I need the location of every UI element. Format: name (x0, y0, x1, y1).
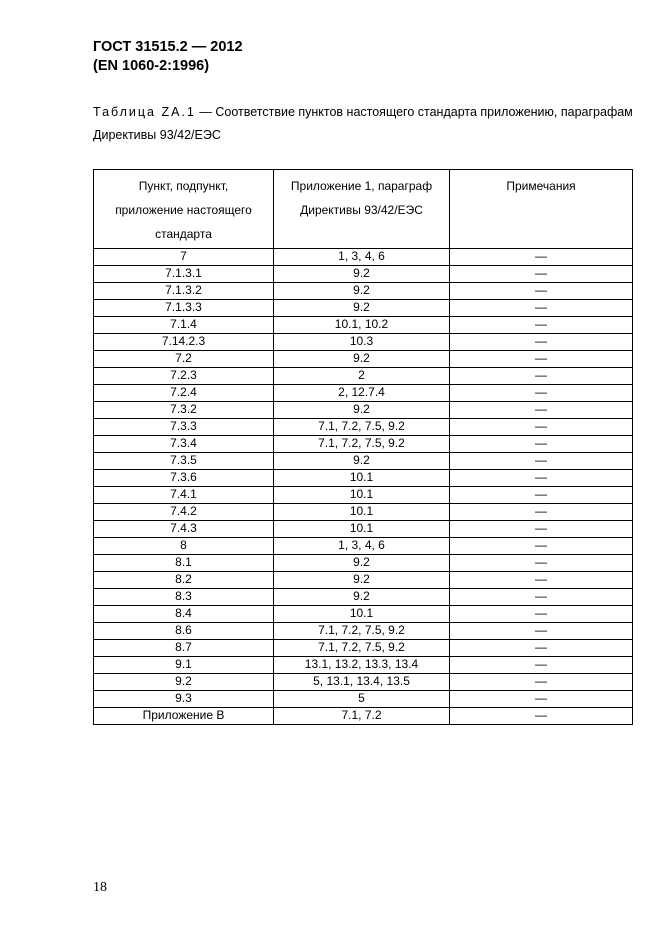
cell-notes: — (450, 572, 633, 589)
cell-directive: 7.1, 7.2, 7.5, 9.2 (274, 436, 450, 453)
cell-clause: 8.6 (94, 623, 274, 640)
cell-notes: — (450, 453, 633, 470)
cell-clause: 7.4.1 (94, 487, 274, 504)
cell-notes: — (450, 317, 633, 334)
table-row (94, 317, 633, 334)
cell-directive: 9.2 (274, 572, 450, 589)
cell-notes: — (450, 674, 633, 691)
cell-notes: — (450, 555, 633, 572)
cell-directive: 1, 3, 4, 6 (274, 249, 450, 266)
cell-directive: 5, 13.1, 13.4, 13.5 (274, 674, 450, 691)
cell-notes: — (450, 402, 633, 419)
cell-notes: — (450, 334, 633, 351)
cell-clause: 7.4.3 (94, 521, 274, 538)
cell-clause: 8 (94, 538, 274, 555)
cell-notes: — (450, 385, 633, 402)
table-caption-text: — Соответствие пунктов настоящего стандарта приложению, параграфам Директивы 93/42/ЕЭС (93, 105, 633, 142)
cell-notes: — (450, 487, 633, 504)
table-row (94, 368, 633, 385)
table-row (94, 453, 633, 470)
table-row (94, 623, 633, 640)
column-header-clause: Пункт, подпункт, приложение настоящего стандарта (94, 170, 274, 249)
table-caption (93, 101, 633, 147)
table-row (94, 300, 633, 317)
table-row (94, 504, 633, 521)
cell-clause: 9.1 (94, 657, 274, 674)
cell-clause: 7.3.3 (94, 419, 274, 436)
cell-notes: — (450, 470, 633, 487)
table-row (94, 555, 633, 572)
cell-clause: 7.2 (94, 351, 274, 368)
cell-notes: — (450, 266, 633, 283)
cell-clause: 7.3.4 (94, 436, 274, 453)
table-row (94, 606, 633, 623)
cell-clause: 8.7 (94, 640, 274, 657)
cell-notes: — (450, 300, 633, 317)
cell-clause: 8.2 (94, 572, 274, 589)
table-row (94, 640, 633, 657)
cell-directive: 10.1 (274, 504, 450, 521)
cell-directive: 10.1 (274, 521, 450, 538)
table-header-row (94, 170, 633, 249)
cell-clause: 7.3.5 (94, 453, 274, 470)
cell-clause: 7.2.3 (94, 368, 274, 385)
table-row (94, 385, 633, 402)
cell-clause: Приложение В (94, 708, 274, 725)
cell-directive: 10.1, 10.2 (274, 317, 450, 334)
table-row (94, 283, 633, 300)
cell-directive: 2, 12.7.4 (274, 385, 450, 402)
table-body (94, 249, 633, 725)
cell-clause: 7.3.2 (94, 402, 274, 419)
cell-directive: 9.2 (274, 402, 450, 419)
cell-directive: 9.2 (274, 351, 450, 368)
cell-directive: 7.1, 7.2, 7.5, 9.2 (274, 623, 450, 640)
cell-notes: — (450, 249, 633, 266)
cell-clause: 7.1.3.1 (94, 266, 274, 283)
table-row (94, 572, 633, 589)
table-row (94, 674, 633, 691)
cell-directive: 9.2 (274, 589, 450, 606)
cell-clause: 7.2.4 (94, 385, 274, 402)
cell-notes: — (450, 504, 633, 521)
column-header-directive: Приложение 1, параграф Директивы 93/42/ЕЭС (274, 170, 450, 249)
cell-clause: 7.1.4 (94, 317, 274, 334)
table-row (94, 436, 633, 453)
cell-notes: — (450, 419, 633, 436)
cell-notes: — (450, 589, 633, 606)
table-row (94, 589, 633, 606)
cell-directive: 7.1, 7.2, 7.5, 9.2 (274, 640, 450, 657)
standard-equivalent: (EN 1060-2:1996) (93, 58, 210, 74)
cell-notes: — (450, 691, 633, 708)
cell-clause: 8.4 (94, 606, 274, 623)
cell-notes: — (450, 368, 633, 385)
cell-directive: 1, 3, 4, 6 (274, 538, 450, 555)
conformity-table (93, 169, 633, 725)
table-row (94, 487, 633, 504)
cell-notes: — (450, 640, 633, 657)
table-row (94, 249, 633, 266)
cell-directive: 9.2 (274, 300, 450, 317)
cell-directive: 9.2 (274, 266, 450, 283)
cell-notes: — (450, 606, 633, 623)
cell-directive: 2 (274, 368, 450, 385)
cell-clause: 7.1.3.2 (94, 283, 274, 300)
table-caption-lead: Таблица ZA.1 (93, 105, 196, 119)
cell-directive: 9.2 (274, 453, 450, 470)
table-row (94, 334, 633, 351)
table-row (94, 419, 633, 436)
table-row (94, 521, 633, 538)
table-row (94, 691, 633, 708)
document-header (93, 38, 243, 76)
table-row (94, 657, 633, 674)
cell-directive: 13.1, 13.2, 13.3, 13.4 (274, 657, 450, 674)
cell-directive: 5 (274, 691, 450, 708)
column-header-notes: Примечания (450, 170, 633, 249)
cell-clause: 7.14.2.3 (94, 334, 274, 351)
cell-notes: — (450, 283, 633, 300)
cell-clause: 9.3 (94, 691, 274, 708)
cell-directive: 10.1 (274, 606, 450, 623)
cell-directive: 9.2 (274, 555, 450, 572)
cell-clause: 7.3.6 (94, 470, 274, 487)
cell-notes: — (450, 708, 633, 725)
cell-notes: — (450, 623, 633, 640)
cell-clause: 8.3 (94, 589, 274, 606)
cell-directive: 10.1 (274, 487, 450, 504)
cell-clause: 9.2 (94, 674, 274, 691)
cell-notes: — (450, 436, 633, 453)
cell-notes: — (450, 657, 633, 674)
table-row (94, 470, 633, 487)
table-row (94, 266, 633, 283)
page-number: 18 (93, 880, 107, 895)
cell-notes: — (450, 521, 633, 538)
cell-clause: 7 (94, 249, 274, 266)
standard-number: ГОСТ 31515.2 — 2012 (93, 39, 243, 55)
cell-notes: — (450, 538, 633, 555)
table-row (94, 708, 633, 725)
cell-notes: — (450, 351, 633, 368)
cell-directive: 10.3 (274, 334, 450, 351)
cell-directive: 7.1, 7.2 (274, 708, 450, 725)
cell-directive: 7.1, 7.2, 7.5, 9.2 (274, 419, 450, 436)
cell-clause: 7.4.2 (94, 504, 274, 521)
cell-clause: 8.1 (94, 555, 274, 572)
table-row (94, 402, 633, 419)
cell-clause: 7.1.3.3 (94, 300, 274, 317)
table-row (94, 351, 633, 368)
cell-directive: 9.2 (274, 283, 450, 300)
cell-directive: 10.1 (274, 470, 450, 487)
table-row (94, 538, 633, 555)
